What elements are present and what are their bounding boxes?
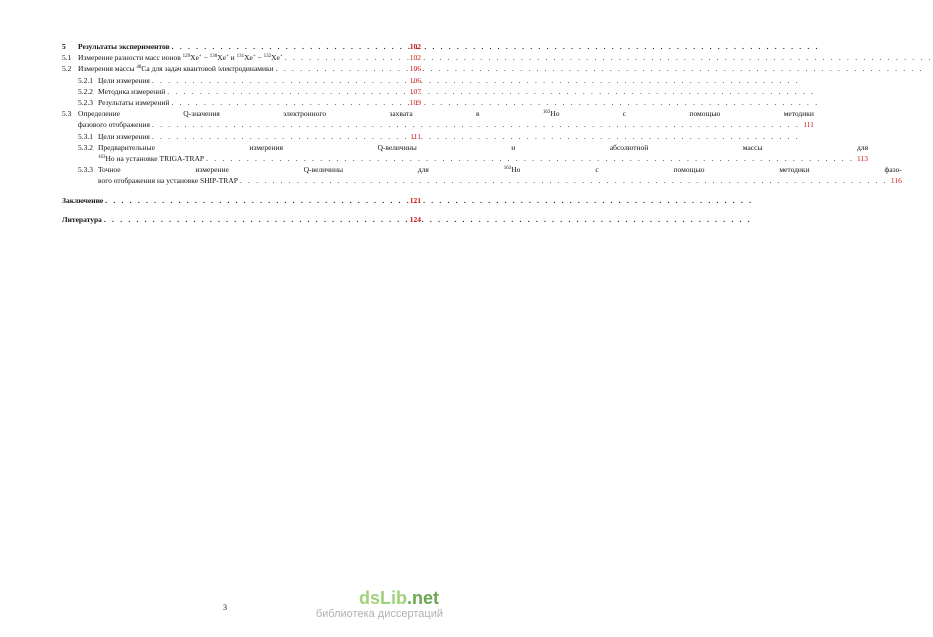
toc-page-link[interactable]: 106 — [409, 75, 421, 85]
toc-title: Цели измерения — [98, 75, 150, 85]
toc-title: Результаты экспериментов — [78, 42, 170, 51]
toc-page-link[interactable]: 124 — [409, 214, 421, 224]
toc-leader-dots — [238, 175, 890, 186]
toc-title: Измерения массы $^{48}$Ca для задач квантовой электродинамики — [78, 64, 274, 74]
toc-number: 5.3.1 — [78, 131, 93, 141]
toc-title: Методика измерений — [98, 86, 166, 96]
table-of-contents — [62, 41, 902, 225]
toc-page-link[interactable]: 116 — [890, 176, 902, 186]
toc-number: 5.2.2 — [78, 86, 93, 96]
page-number: 3 — [223, 603, 227, 612]
toc-title: Литература — [62, 214, 102, 224]
toc-leader-dots — [150, 75, 409, 86]
toc-title: Измерение разности масс ионов $^{129}$Xe+ − $^{130}$Xe+ и $^{131}$Xe+ − $^{132}$Xe+ — [78, 53, 283, 63]
toc-title-line-1: Предварительные измерения Q-величины и абсолютной массы для — [98, 142, 869, 152]
toc-leader-dots — [204, 153, 856, 164]
toc-leader-dots — [150, 131, 409, 142]
toc-chapter-5[interactable] — [62, 41, 421, 52]
toc-leader-dots — [283, 52, 409, 63]
watermark-logo: dsLib.net — [358, 588, 439, 608]
toc-section-5-3[interactable] — [62, 108, 814, 130]
toc-title-line-1: Определение Q-значения электронного захвата в $^{163}$Ho с помощью методики — [78, 109, 814, 119]
toc-subsection-5-3-3[interactable] — [62, 164, 902, 186]
toc-literature[interactable] — [62, 214, 421, 225]
toc-page-link[interactable]: 111 — [803, 120, 814, 130]
toc-leader-dots — [274, 63, 409, 74]
toc-subsection-5-3-2[interactable] — [62, 142, 869, 164]
toc-leader-dots — [170, 41, 409, 52]
toc-title: Заключение — [62, 195, 104, 205]
toc-number: 5.2.1 — [78, 75, 93, 85]
toc-leader-dots — [169, 97, 409, 108]
toc-title: Результаты измерений — [98, 98, 170, 108]
toc-page-link[interactable]: 102 — [409, 42, 421, 51]
toc-title-line-1: Точное измерение Q-величины для $^{163}$Ho с помощью методики фазо- — [98, 165, 902, 175]
toc-page-link[interactable]: 106 — [409, 64, 421, 74]
toc-title-line-2: $^{163}$Ho на установке TRIGA-TRAP — [98, 154, 205, 164]
toc-title: Цели измерения — [98, 131, 150, 141]
toc-title-line-2: вого отображения на установке SHIP-TRAP — [98, 176, 238, 186]
toc-subsection-5-2-3[interactable] — [62, 97, 421, 108]
toc-number: 5.1 — [62, 53, 72, 63]
toc-leader-dots — [103, 195, 409, 206]
toc-number: 5.2.3 — [78, 98, 93, 108]
toc-subsection-5-2-1[interactable] — [62, 75, 421, 86]
toc-page-link[interactable]: 102 — [409, 53, 421, 63]
toc-leader-dots — [102, 214, 409, 225]
toc-number: 5.2 — [62, 64, 72, 74]
toc-number: 5 — [62, 42, 66, 51]
toc-subsection-5-3-1[interactable] — [62, 131, 421, 142]
toc-conclusion[interactable] — [62, 195, 421, 206]
toc-number: 5.3.2 — [78, 142, 93, 152]
toc-page-link[interactable]: 109 — [409, 98, 421, 108]
watermark-subtitle: библиотека диссертаций — [315, 608, 443, 620]
toc-page-link[interactable]: 107 — [409, 86, 421, 96]
toc-title-line-2: фазового отображения — [78, 120, 150, 130]
watermark — [282, 588, 447, 621]
toc-number: 5.3.3 — [78, 165, 93, 175]
toc-page-link[interactable]: 111 — [410, 131, 421, 141]
toc-subsection-5-2-2[interactable] — [62, 86, 421, 97]
toc-page-link[interactable]: 121 — [409, 195, 421, 205]
toc-leader-dots — [165, 86, 409, 97]
toc-leader-dots — [150, 119, 802, 130]
toc-section-5-1[interactable] — [62, 52, 421, 63]
toc-section-5-2[interactable] — [62, 63, 421, 74]
toc-number: 5.3 — [62, 109, 72, 119]
toc-page-link[interactable]: 113 — [857, 154, 869, 164]
